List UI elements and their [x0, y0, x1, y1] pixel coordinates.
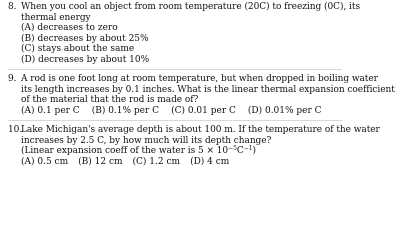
question-text: A rod is one foot long at room temperature, but when dropped in boiling water: [21, 74, 378, 84]
choice-b: (B) 0.1% per C: [91, 105, 160, 116]
coeff-exponent: −5: [228, 145, 237, 152]
question-text: Lake Michigan's average depth is about 100 m. If the temperature of the water: [21, 125, 380, 135]
problem-sheet: [8, 2, 395, 167]
choice-row: [8, 157, 348, 168]
choice-row: [8, 106, 348, 117]
choice-c: (C) stays about the same: [21, 44, 135, 54]
question-number: 8.: [8, 2, 17, 12]
coeff-suffix: ): [252, 146, 256, 156]
question-line: [8, 125, 380, 136]
question-text: increases by 2.5 C, by how much will its depth change?: [21, 135, 272, 146]
choice-a: (A) decreases to zero: [21, 23, 118, 33]
divider: [8, 120, 342, 121]
choice-b: (B) decreases by about 25%: [21, 33, 149, 44]
question-line: [8, 74, 378, 85]
choice-a: (A) 0.5 cm: [21, 156, 69, 167]
coeff-unit-exponent: −1: [243, 145, 253, 152]
coeff-prefix: (Linear expansion coeff of the water is 5 × 10: [21, 146, 229, 156]
question-10: [8, 125, 380, 167]
question-number: 10.: [8, 125, 23, 135]
choice-a: (A) 0.1 per C: [21, 105, 80, 116]
choice-d: (D) 4 cm: [190, 156, 230, 167]
choice-c: (C) 1.2 cm: [132, 156, 181, 167]
question-9: [8, 74, 395, 116]
choice-c: (C) 0.01 per C: [171, 105, 236, 116]
choice-d: (D) 0.01% per C: [247, 105, 322, 116]
question-text: of the material that the rod is made of?: [21, 95, 199, 105]
question-text: When you cool an object from room temperature (20C) to freezing (0C), its: [21, 2, 361, 12]
question-text: thermal energy: [21, 12, 91, 23]
question-8: [8, 2, 361, 65]
choice-d: (D) decreases by about 10%: [21, 54, 150, 65]
coeff-unit: C: [236, 146, 244, 156]
choice-b: (B) 12 cm: [78, 156, 123, 167]
question-text: its length increases by 0.1 inches. What is the linear thermal expansion coefficient: [21, 84, 395, 95]
question-number: 9.: [8, 74, 17, 84]
divider: [8, 69, 342, 70]
question-line: [8, 2, 361, 13]
coefficient-note: [8, 146, 348, 157]
